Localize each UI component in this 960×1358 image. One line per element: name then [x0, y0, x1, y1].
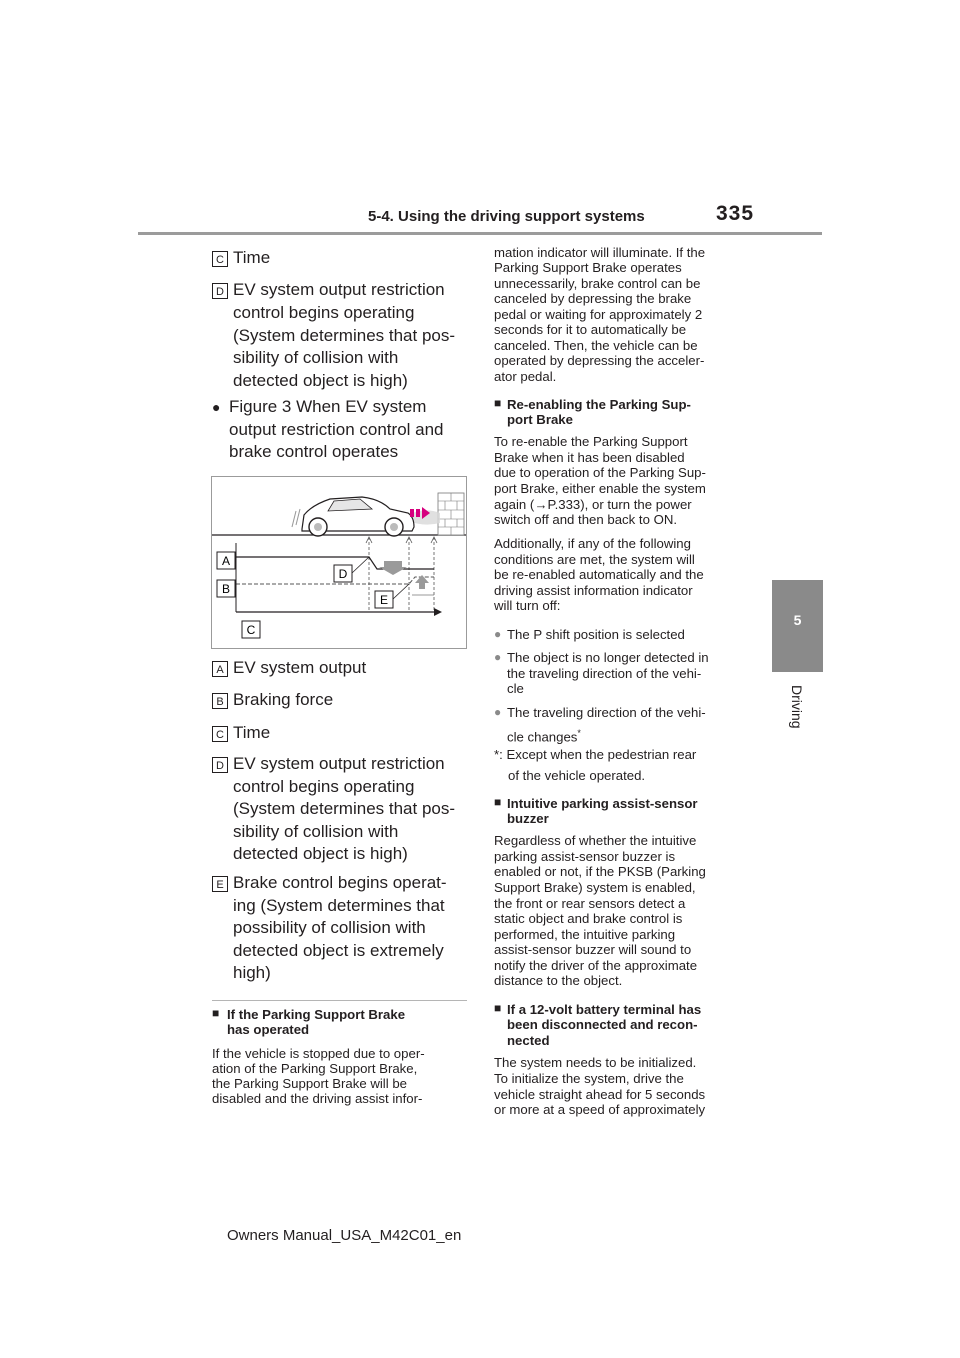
footnote-line1: *: Except when the pedestrian rear — [494, 747, 697, 762]
battery-body-line3: vehicle straight ahead for 5 seconds — [494, 1087, 706, 1102]
car-icon — [292, 497, 414, 536]
fig-label-a: A — [221, 554, 231, 568]
legend-d-line5: detected object is high) — [233, 844, 408, 863]
page-number: 335 — [716, 202, 755, 225]
condition-2-line2: the traveling direction of the vehi- — [507, 666, 702, 681]
continued-line5: pedal or waiting for approximately 2 — [494, 307, 703, 322]
reenable-heading-line1: Re-enabling the Parking Sup- — [507, 397, 691, 412]
header-rule — [138, 232, 822, 235]
reenable-body-line5: again (→P.333), or turn the power — [494, 497, 692, 512]
battery-body-line4: or more at a speed of approximately — [494, 1102, 706, 1117]
continued-line7: canceled. Then, the vehicle can be — [494, 338, 698, 353]
wall-icon — [438, 493, 464, 535]
continued-line2: Parking Support Brake operates — [494, 260, 682, 275]
reenable-heading-line2: port Brake — [507, 412, 573, 427]
buzzer-body-line1: Regardless of whether the intuitive — [494, 833, 697, 848]
continued-line9: ator pedal. — [494, 369, 557, 384]
legend-box-e: E — [212, 876, 228, 892]
reenable-body-line2: Brake when it has been disabled — [494, 450, 685, 465]
bullet-dot-icon: ● — [494, 627, 502, 641]
item-d-line1: EV system output restriction — [233, 280, 445, 299]
buzzer-body-line3: enabled or not, if the PKSB (Parking — [494, 864, 706, 879]
fig-label-d: D — [338, 567, 348, 581]
footnote-line2: of the vehicle operated. — [508, 768, 646, 783]
legend-e-line1: Brake control begins operat- — [233, 873, 447, 892]
buzzer-body-line9: notify the driver of the approximate — [494, 958, 698, 973]
parking-brake-body-line1: If the vehicle is stopped due to oper- — [212, 1046, 425, 1061]
bullet-dot-icon: ● — [494, 650, 502, 664]
battery-heading-line3: nected — [507, 1033, 550, 1048]
parking-brake-body-line2: ation of the Parking Support Brake, — [212, 1061, 418, 1076]
item-d-line5: detected object is high) — [233, 371, 408, 390]
buzzer-body-line6: static object and brake control is — [494, 911, 683, 926]
square-bullet-icon: ■ — [494, 795, 502, 809]
legend-box-d: D — [212, 757, 228, 773]
buzzer-body-line4: Support Brake) system is enabled, — [494, 880, 696, 895]
buzzer-heading-line1: Intuitive parking assist-sensor — [507, 796, 698, 811]
legend-box-a: A — [212, 661, 228, 677]
legend-e-line3: possibility of collision with — [233, 918, 426, 937]
item-d-line2: control begins operating — [233, 303, 415, 322]
reenable-body-line4: port Brake, either enable the system — [494, 481, 706, 496]
continued-line3: unnecessarily, brake control can be — [494, 276, 701, 291]
figure-3-diagram — [211, 476, 467, 649]
item-d-line3: (System determines that pos- — [233, 326, 456, 345]
legend-box-c: C — [212, 726, 228, 742]
square-bullet-icon: ■ — [212, 1006, 220, 1020]
footer-manual-id: Owners Manual_USA_M42C01_en — [227, 1227, 462, 1244]
condition-2-line3: cle — [507, 681, 524, 696]
battery-heading-line1: If a 12-volt battery terminal has — [507, 1002, 702, 1017]
bullet-dot-icon: ● — [212, 399, 221, 415]
condition-3-line2: cle changes* — [507, 728, 581, 745]
continued-line8: operated by depressing the acceler- — [494, 353, 705, 368]
condition-2-line1: The object is no longer detected in — [507, 650, 709, 665]
legend-e-line2: ing (System determines that — [233, 896, 445, 915]
continued-line4: canceled by depressing the brake — [494, 291, 692, 306]
label-box-d: D — [212, 283, 228, 299]
parking-brake-heading-line2: has operated — [227, 1022, 310, 1037]
square-bullet-icon: ■ — [494, 396, 502, 410]
reenable-body-line1: To re-enable the Parking Support — [494, 434, 688, 449]
square-bullet-icon: ■ — [494, 1001, 502, 1015]
condition-3-line1: The traveling direction of the vehi- — [507, 705, 706, 720]
condition-1: The P shift position is selected — [507, 627, 685, 642]
fig-label-b: B — [221, 582, 231, 596]
item-c-text: Time — [233, 248, 271, 267]
additional-line5: will turn off: — [494, 598, 561, 613]
battery-body-line2: To initialize the system, drive the — [494, 1071, 684, 1086]
label-box-c: C — [212, 251, 228, 267]
reenable-body-line6: switch off and then back to ON. — [494, 512, 678, 527]
legend-d-line1: EV system output restriction — [233, 754, 445, 773]
legend-d-line3: (System determines that pos- — [233, 799, 456, 818]
legend-d-line2: control begins operating — [233, 777, 415, 796]
buzzer-body-line10: distance to the object. — [494, 973, 623, 988]
additional-line2: conditions are met, the system will — [494, 552, 695, 567]
legend-c-text: Time — [233, 723, 271, 742]
legend-box-b: B — [212, 693, 228, 709]
additional-line1: Additionally, if any of the following — [494, 536, 691, 551]
fig-label-e: E — [379, 593, 389, 607]
continued-line6: seconds for it to automatically be — [494, 322, 687, 337]
parking-brake-body-line3: the Parking Support Brake will be — [212, 1076, 407, 1091]
buzzer-heading-line2: buzzer — [507, 811, 549, 826]
parking-brake-heading-line1: If the Parking Support Brake — [227, 1007, 406, 1022]
bullet-dot-icon: ● — [494, 705, 502, 719]
chapter-label: Driving — [789, 685, 805, 729]
battery-heading-line2: been disconnected and recon- — [507, 1017, 698, 1032]
buzzer-body-line2: parking assist-sensor buzzer is — [494, 849, 676, 864]
legend-e-line5: high) — [233, 963, 271, 982]
fig-label-c: C — [246, 623, 256, 637]
additional-line4: driving assist information indicator — [494, 583, 693, 598]
buzzer-body-line7: performed, the intuitive parking — [494, 927, 676, 942]
chapter-number: 5 — [793, 612, 802, 628]
section-divider — [212, 1000, 467, 1001]
figure-caption-line2: output restriction control and — [229, 420, 444, 439]
continued-line1: mation indicator will illuminate. If the — [494, 245, 706, 260]
item-d-line4: sibility of collision with — [233, 348, 399, 367]
figure-caption-line1: Figure 3 When EV system — [229, 397, 427, 416]
parking-brake-body-line4: disabled and the driving assist infor- — [212, 1091, 423, 1106]
buzzer-body-line5: the front or rear sensors detect a — [494, 896, 686, 911]
legend-b-text: Braking force — [233, 690, 334, 709]
section-title: 5-4. Using the driving support systems — [368, 208, 645, 225]
legend-e-line4: detected object is extremely — [233, 941, 444, 960]
buzzer-body-line8: assist-sensor buzzer will sound to — [494, 942, 692, 957]
legend-d-line4: sibility of collision with — [233, 822, 399, 841]
legend-a-text: EV system output — [233, 658, 367, 677]
additional-line3: be re-enabled automatically and the — [494, 567, 704, 582]
figure-caption-line3: brake control operates — [229, 442, 399, 461]
reenable-body-line3: due to operation of the Parking Sup- — [494, 465, 706, 480]
battery-body-line1: The system needs to be initialized. — [494, 1055, 697, 1070]
